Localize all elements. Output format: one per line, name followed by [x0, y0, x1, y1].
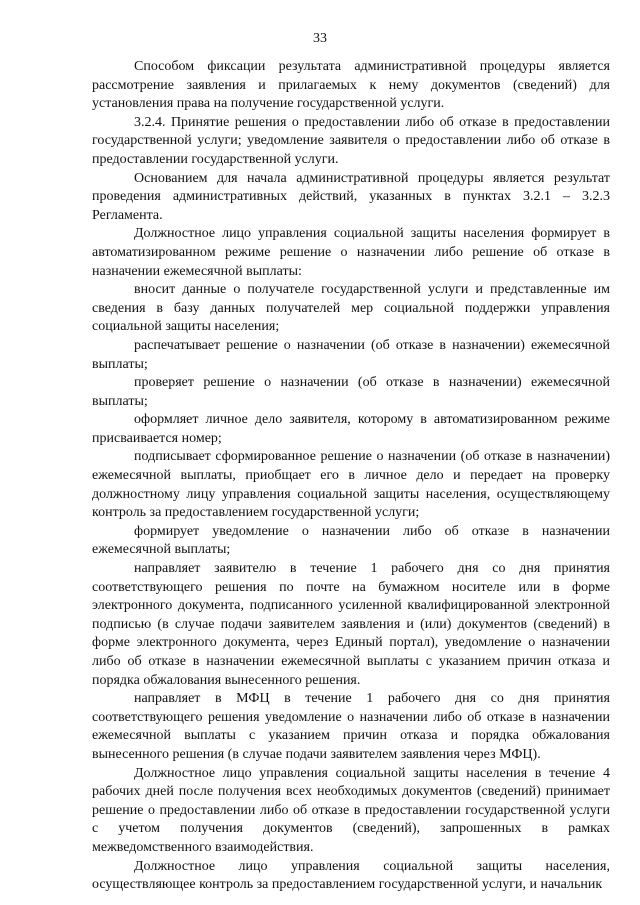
paragraph-control-official: Должностное лицо управления социальной защиты населения, осуществляющее контроль за предоставлением государственной услуги, и начальник	[92, 858, 610, 893]
paragraph-section-3-2-4-heading: 3.2.4. Принятие решения о предоставлении либо об отказе в предоставлении государственной услуги; уведомление заявителя о предоставлении либо об отказе в предоставлении государственной услуги.	[92, 114, 610, 167]
paragraph-fixation-method: Способом фиксации результата административной процедуры является рассмотрение заявления и прилагаемых к нему документов (сведений) для установления права на получение государственной услуги.	[92, 59, 610, 112]
paragraph-signs-decision: подписывает сформированное решение о назначении (об отказе в назначении) ежемесячной выплаты, приобщает его в личное дело и передает на проверку должностному лицу управления социальной защиты населения, осуществляющему контроль за предоставлением государственной услуги;	[92, 449, 610, 521]
paragraph-prints-decision: распечатывает решение о назначении (об отказе в назначении) ежемесячной выплаты;	[92, 337, 610, 372]
document-body	[92, 58, 610, 895]
paragraph-decision-deadline: Должностное лицо управления социальной защиты населения в течение 4 рабочих дней после получения всех необходимых документов (сведений) принимает решение о предоставлении либо об отказе в предоставлении государственной услуги с учетом получения документов (сведений), запрошенных в рамках межведомственного взаимодействия.	[92, 765, 610, 855]
paragraph-checks-decision: проверяет решение о назначении (об отказе в назначении) ежемесячной выплаты;	[92, 375, 610, 409]
paragraph-forms-personal-file: оформляет личное дело заявителя, которому в автоматизированном режиме присваивается номер;	[92, 412, 610, 446]
paragraph-enters-data: вносит данные о получателе государственной услуги и представленные им сведения в базу данных получателей мер социальной поддержки управления социальной защиты населения;	[92, 282, 610, 335]
paragraph-sends-to-mfc: направляет в МФЦ в течение 1 рабочего дня со дня принятия соответствующего решения уведомление о назначении либо об отказе в назначении ежемесячной выплаты с указанием причин отказа и порядка обжалования вынесенного решения (в случае подачи заявителем заявления через МФЦ).	[92, 691, 610, 762]
paragraph-procedure-basis: Основанием для начала административной процедуры является результат проведения административных действий, указанных в пунктах 3.2.1 – 3.2.3 Регламента.	[92, 170, 610, 223]
page-number: 33	[313, 31, 327, 46]
paragraph-sends-to-applicant: направляет заявителю в течение 1 рабочего дня со дня принятия соответствующего решения по почте на бумажном носителе или в форме электронного документа, подписанного усиленной квалифицированной электронной подписью (в случае подачи заявителем заявления и (или) документов (сведений) в форме электронного документа, через Единый портал), уведомление о назначении либо об отказе в назначении ежемесячной выплаты с указанием причин отказа и порядка обжалования вынесенного решения.	[92, 561, 610, 688]
paragraph-official-forms-decision: Должностное лицо управления социальной защиты населения формирует в автоматизированном режиме решение о назначении либо решение об отказе в назначении ежемесячной выплаты:	[92, 226, 610, 279]
paragraph-forms-notification: формирует уведомление о назначении либо об отказе в назначении ежемесячной выплаты;	[92, 523, 610, 558]
